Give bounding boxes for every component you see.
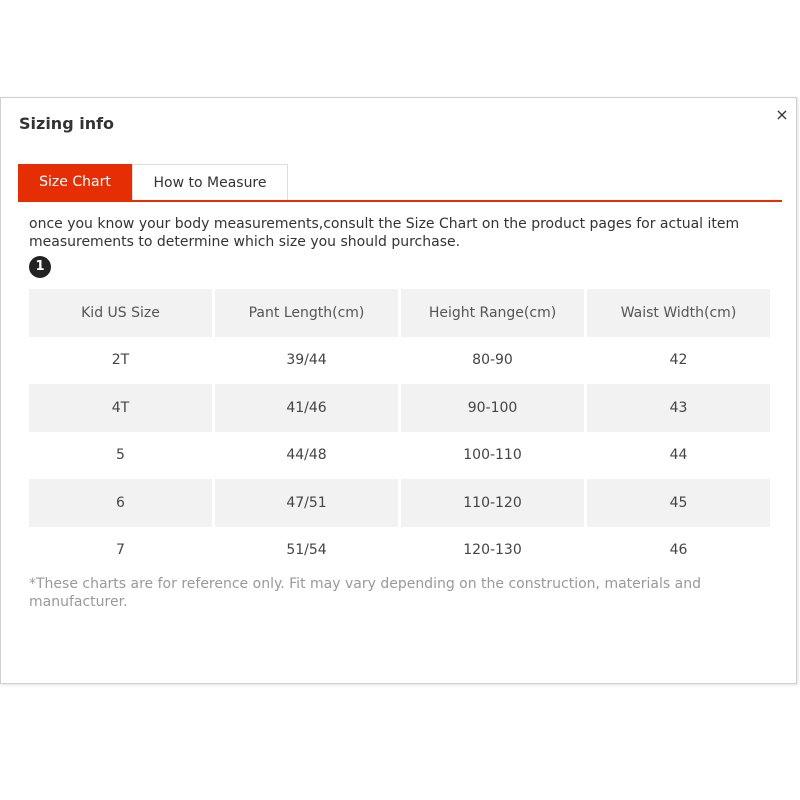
table-cell: 44/48 (286, 447, 327, 464)
table-row (29, 384, 771, 432)
table-cell: 120-130 (463, 542, 522, 559)
table-cell: 7 (116, 542, 125, 559)
table-cell: 41/46 (215, 384, 398, 432)
reference-note: *These charts are for reference only. Fit may vary depending on the construction, materials and manufacturer. (29, 576, 701, 610)
table-cell: 4T (29, 384, 212, 432)
table-row (29, 337, 771, 385)
table-cell: 45 (587, 479, 770, 527)
tab-bar (18, 164, 782, 202)
table-cell: 39/44 (286, 352, 327, 369)
modal-title: Sizing info (19, 114, 115, 133)
table-cell: 51/54 (286, 542, 327, 559)
header-kid-us-size: Kid US Size (29, 289, 212, 337)
table-row (29, 479, 771, 527)
header-waist-width: Waist Width(cm) (587, 289, 770, 337)
table-cell: 42 (669, 352, 688, 369)
table-cell: 2T (111, 352, 130, 369)
table-cell: 44 (669, 447, 688, 464)
table-cell: 90-100 (401, 384, 584, 432)
step-number-badge: 1 (29, 256, 51, 278)
size-chart-description: once you know your body measurements,consult the Size Chart on the product pages for actual item measurements to determine which size you should purchase. (29, 216, 740, 250)
table-row (29, 527, 771, 575)
header-pant-length: Pant Length(cm) (215, 289, 398, 337)
header-height-range: Height Range(cm) (401, 289, 584, 337)
table-header-row (29, 289, 771, 337)
table-cell: 47/51 (215, 479, 398, 527)
table-cell: 43 (587, 384, 770, 432)
close-icon[interactable]: × (775, 105, 789, 124)
table-cell: 5 (116, 447, 125, 464)
table-cell: 110-120 (401, 479, 584, 527)
table-cell: 80-90 (472, 352, 513, 369)
table-cell: 46 (669, 542, 688, 559)
size-table (29, 289, 771, 574)
table-row (29, 432, 771, 480)
table-cell: 100-110 (463, 447, 522, 464)
sizing-info-modal (0, 97, 797, 684)
tab-how-to-measure[interactable]: How to Measure (132, 164, 288, 200)
tab-size-chart[interactable]: Size Chart (18, 164, 132, 200)
table-cell: 6 (29, 479, 212, 527)
